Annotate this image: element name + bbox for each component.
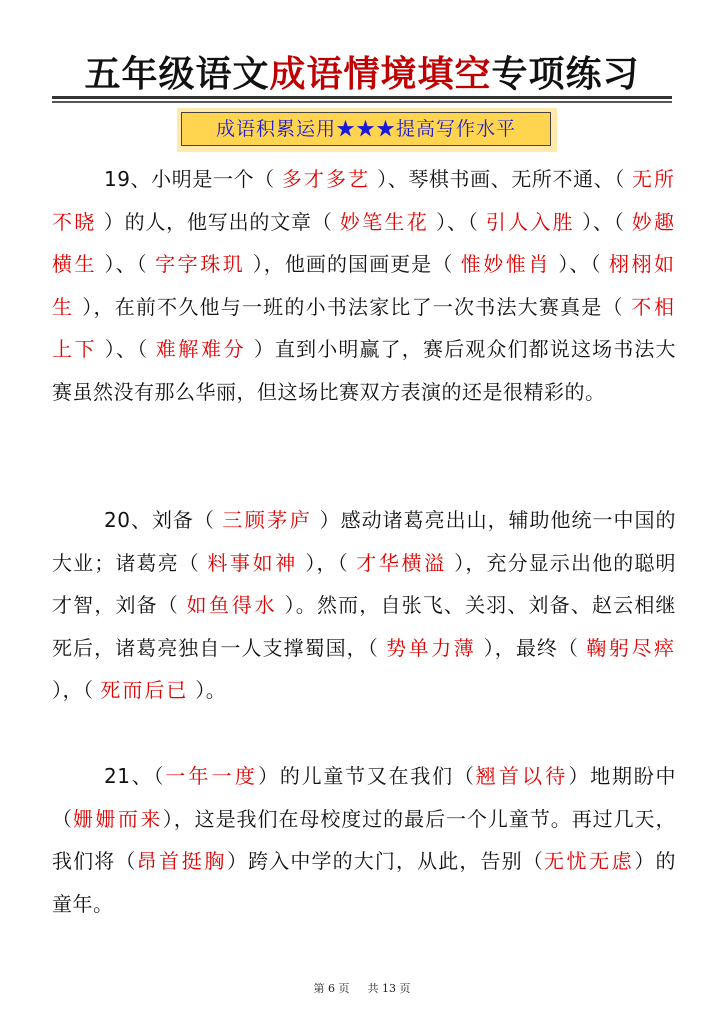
answer-idiom: 三顾茅庐	[222, 508, 313, 532]
title-underline-thick	[52, 96, 672, 99]
answer-idiom: 鞠躬尽瘁	[586, 635, 677, 660]
question-19	[52, 158, 676, 413]
answer-idiom: 死而后已	[100, 678, 189, 702]
answer-idiom: 不相上下	[52, 294, 677, 361]
answer-idiom: 一年一度	[165, 764, 259, 788]
question-20	[52, 499, 676, 712]
answer-idiom: 势单力薄	[386, 635, 477, 660]
question-text: ），他画的国画更是（	[245, 252, 461, 276]
question-text: ）、（	[550, 252, 609, 276]
answer-idiom: 难解难分	[155, 337, 247, 361]
question-text: ）地期盼中（	[52, 764, 677, 831]
answer-idiom: 才华横溢	[356, 550, 447, 575]
question-text: ），这是我们在母校度过的最后一个儿童节。再过几天，我们将（	[52, 806, 677, 873]
title-underline-thin	[52, 101, 672, 103]
answer-idiom: 如鱼得水	[186, 593, 278, 617]
question-text: ）的人，他写出的文章（	[96, 209, 340, 234]
answer-idiom: 昂首挺胸	[136, 849, 227, 873]
question-text: ）直到小明赢了，赛后观众们都说这场书法大赛虽然没有那么华丽，但这场比赛双方表演的还是很精彩的。	[52, 337, 677, 404]
page-footer	[0, 980, 724, 996]
question-text: ）的儿童节又在我们（	[258, 764, 476, 788]
page-number: 第 6 页	[313, 982, 350, 995]
question-text: ），在前不久他与一班的小书法家比了一次书法大赛真是（	[74, 294, 632, 319]
question-text: ）、（	[429, 209, 486, 234]
answer-idiom: 姗姗而来	[72, 806, 163, 831]
question-text: ）跨入中学的大门，从此，告别（	[227, 849, 544, 873]
answer-idiom: 引人入胜	[485, 209, 575, 234]
question-number: 21、	[104, 764, 154, 788]
answer-idiom: 多才多艺	[281, 167, 371, 191]
answer-idiom: 料事如神	[207, 550, 298, 575]
answer-idiom: 翘首以待	[475, 764, 569, 788]
question-text: ）、琴棋书画、无所不通、（	[370, 167, 632, 191]
answer-idiom: 妙趣横生	[52, 209, 677, 276]
answer-idiom: 栩栩如生	[52, 252, 677, 319]
question-text: ）、（	[97, 252, 156, 276]
question-text: ）感动诸葛亮出山，辅助他统一中国的大业；诸葛亮（	[52, 508, 677, 575]
question-number: 19、	[104, 167, 152, 191]
subtitle-banner: 成语积累运用★★★提高写作水平	[181, 112, 551, 146]
title-suffix: 专项练习	[491, 53, 640, 95]
question-text: ）、（	[97, 337, 156, 361]
answer-idiom: 无忧无虑	[543, 849, 635, 873]
page-total: 共 13 页	[367, 982, 411, 995]
question-text: ）的童年。	[52, 849, 676, 916]
question-text: ），最终（	[476, 635, 587, 660]
question-text: ）。	[188, 678, 227, 702]
question-text: 小明是一个（	[151, 167, 282, 191]
question-text: ），充分显示出他的聪明才智，刘备（	[52, 550, 677, 617]
answer-idiom: 无所不晓	[52, 167, 677, 234]
question-text: （	[153, 764, 166, 788]
page-title	[0, 52, 724, 96]
question-text: ）。然而，自张飞、关羽、刘备、赵云相继死后，诸葛亮独自一人支撑蜀国，（	[52, 593, 677, 660]
question-21	[52, 755, 676, 925]
answer-idiom: 惟妙惟肖	[460, 252, 551, 276]
question-number: 20、	[104, 508, 152, 532]
question-text: ），（	[52, 678, 101, 702]
title-highlight: 成语情境填空	[269, 53, 492, 95]
title-prefix: 五年级语文	[84, 53, 270, 95]
question-text: ），（	[297, 550, 357, 575]
answer-idiom: 字字珠玑	[155, 252, 246, 276]
question-text: 刘备（	[151, 508, 223, 532]
answer-idiom: 妙笔生花	[339, 209, 429, 234]
question-text: ）、（	[574, 209, 632, 234]
